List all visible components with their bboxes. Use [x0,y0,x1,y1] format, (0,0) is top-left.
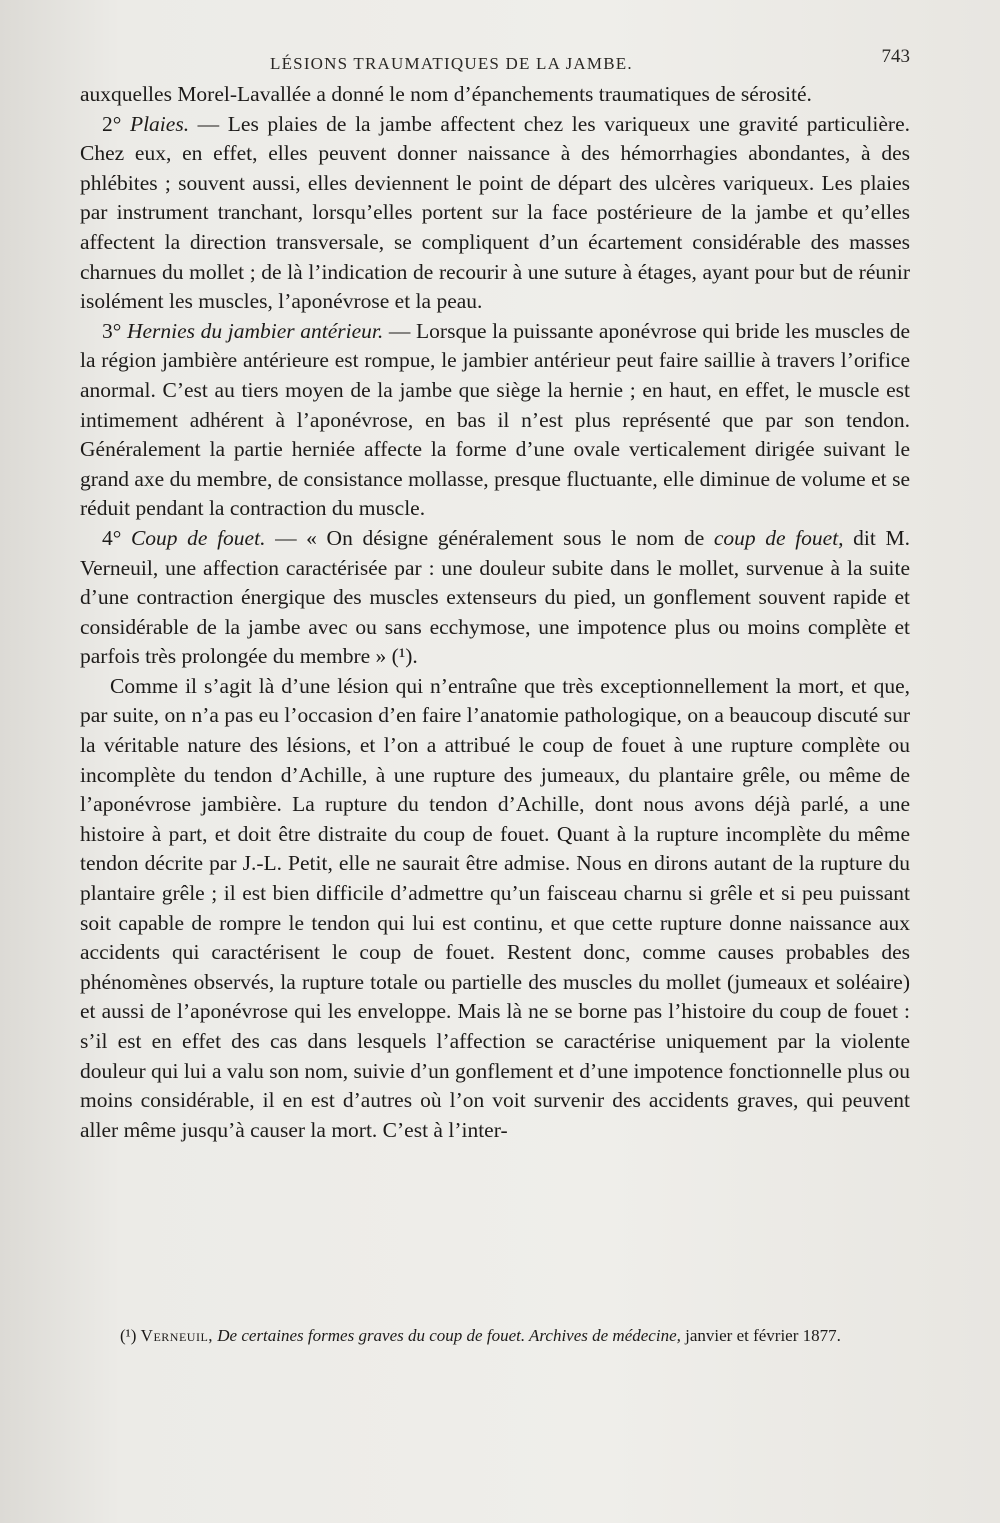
footnote-author: Verneuil, [140,1326,214,1345]
footnote-date: janvier et février 1877. [680,1326,841,1345]
page-number: 743 [881,46,910,67]
paragraph-text: auxquelles Morel-Lavallée a donné le nom d’épanchements traumatiques de sérosité. [80,82,812,106]
paragraph-text: — Les plaies de la jambe affectent chez les variqueux une gravité particulière. Chez eux, en effet, elles peuvent donner naissance à des hémorrhagies abondantes, à des phlébites ; souvent aussi, elles deviennent le point de départ des ulcères variqueux. Les plaies par instrument tranchant, lorsqu’elles portent sur la face postérieure de la jambe et qu’elles affectent la direction transversale, se compliquent d’un écartement considérable des masses charnues du mollet ; de là l’indication de recourir à une suture à étages, ayant pour but de réunir isolément les muscles, l’aponévrose et la peau. [80,111,910,314]
paragraph-text: — Lorsque la puissante aponévrose qui bride les muscles de la région jambière antérieure est rompue, le jambier antérieur peut faire saillie à travers l’orifice anormal. C’est au tiers moyen de la jambe que siège la hernie ; en haut, en effet, le muscle est intimement adhérent à l’aponévrose, en bas il n’est plus représenté que par son tendon. Généralement la partie herniée affecte la forme d’une ovale verticalement dirigée suivant le grand axe du membre, de consistance mollasse, presque fluctuante, elle diminue de volume et se réduit pendant la contraction du muscle. [80,318,910,521]
paragraph-hernies [80,317,910,524]
paragraph-continuation [80,80,910,110]
section-number: 2° [102,111,130,136]
footnotes [80,1324,910,1348]
body-text [80,80,910,1145]
footnote-1 [80,1324,910,1348]
section-number: 3° [102,318,127,343]
paragraph-plaies [80,110,910,317]
emphasis-term: coup de fouet, [713,525,844,550]
section-title: Hernies du jambier antérieur. [126,318,384,343]
page-header [80,46,910,76]
footnote-title: De certaines formes graves du coup de fouet. Archives de médecine, [213,1326,681,1345]
running-title: LÉSIONS TRAUMATIQUES DE LA JAMBE. [270,54,633,73]
paragraph-coup-de-fouet [80,524,910,672]
section-title: Coup de fouet. [130,525,266,550]
section-title: Plaies. [129,111,190,136]
paragraph-text: Comme il s’agit là d’une lésion qui n’entraîne que très exceptionnellement la mort, et que, par suite, on n’a pas eu l’occasion d’en faire l’anatomie pathologique, on a beaucoup discuté sur la véritable nature des lésions, et l’on a attribué le coup de fouet à une rupture complète ou incomplète du tendon d’Achille, à une rupture des jumeaux, du plantaire grêle, ou même de l’aponévrose jambière. La rupture du tendon d’Achille, dont nous avons déjà parlé, a une histoire à part, et doit être distraite du coup de fouet. Quant à la rupture incomplète du même tendon décrite par J.-L. Petit, elle ne saurait être admise. Nous en dirons autant de la rupture du plantaire grêle ; il est bien difficile d’admettre qu’un faisceau charnu si grêle et si peu puissant soit capable de rompre le tendon qui lui est continu, et que cette rupture donne naissance aux accidents qui caractérisent le coup de fouet. Restent donc, comme causes probables des phénomènes observés, la rupture totale ou partielle des muscles du mollet (jumeaux et soléaire) et aussi de l’aponévrose qui les enveloppe. Mais là ne se borne pas l’histoire du coup de fouet : s’il est en effet des cas dans lesquels l’affection se caractérise uniquement par la violente douleur qui lui a valu son nom, suivie d’un gonflement et d’une impotence fonctionnelle plus ou moins considérable, il en est d’autres où l’on voit survenir des accidents graves, qui peuvent aller même jusqu’à causer la mort. C’est à l’inter- [80,673,910,1142]
footnote-mark: (¹) [120,1326,141,1345]
paragraph-text: — « On désigne généralement sous le nom de [265,525,714,550]
paragraph-text: dit M. Verneuil, une affection caractérisée par : une douleur subite dans le mollet, survenue à la suite d’une contraction énergique des muscles extenseurs du pied, un gonflement souvent rapide et considérable de la jambe avec ou sans ecchymose, une impotence plus ou moins complète et parfois très prolongée du membre » (¹). [80,525,910,669]
paragraph-discussion [80,672,910,1146]
section-number: 4° [102,525,131,550]
